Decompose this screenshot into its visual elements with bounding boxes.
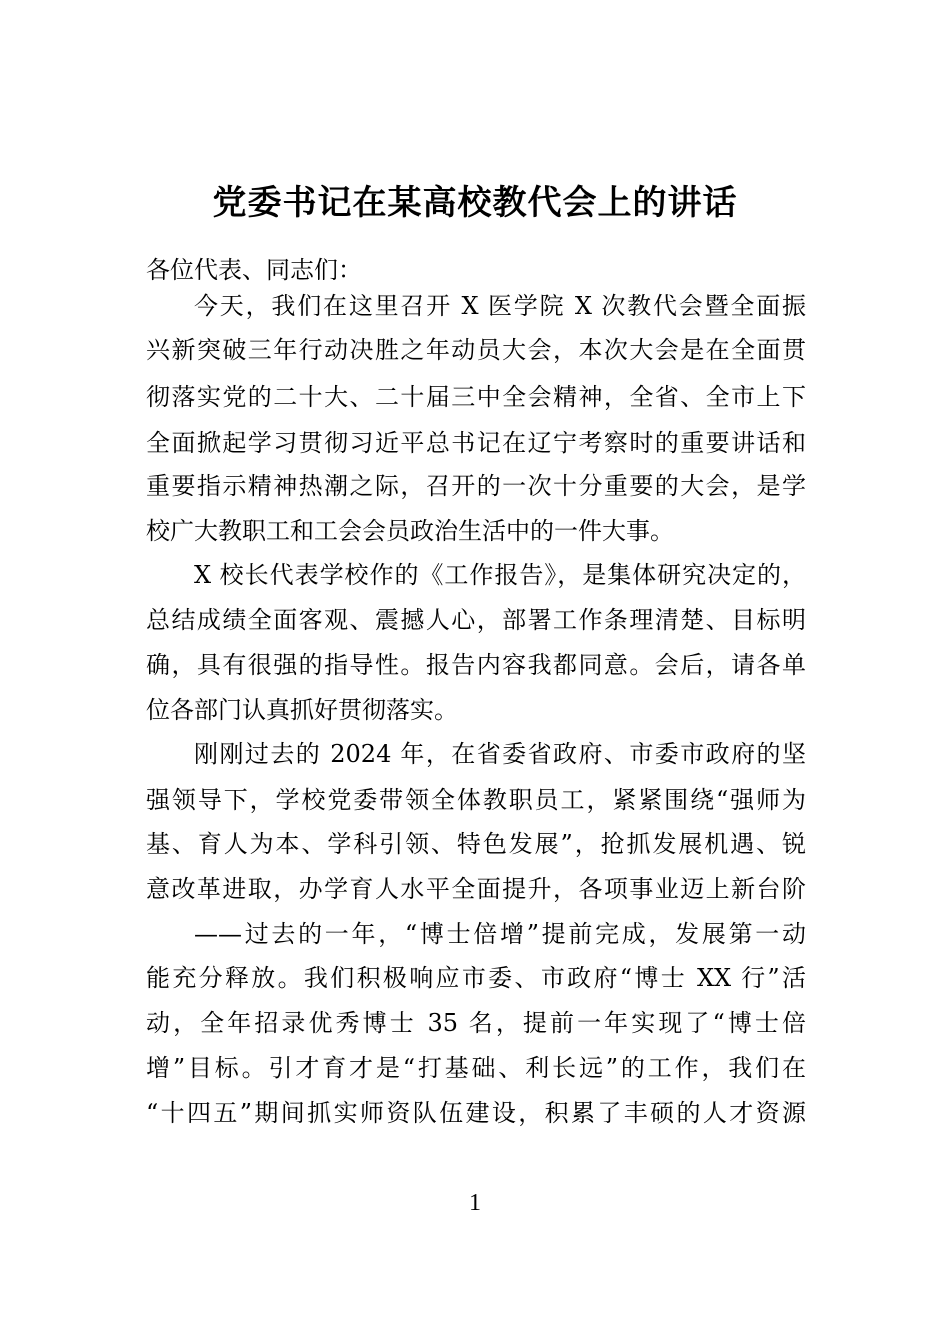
paragraph-line: 兴新突破三年行动决胜之年动员大会，本次大会是在全面贯 <box>146 336 806 364</box>
paragraph-line: 基、育人为本、学科引领、特色发展”，抢抓发展机遇、锐 <box>146 830 806 858</box>
salutation: 各位代表、同志们： <box>146 256 362 284</box>
paragraph-line: 能充分释放。我们积极响应市委、市政府“博士 XX 行”活 <box>146 964 806 992</box>
paragraph-line: 今天，我们在这里召开 X 医学院 X 次教代会暨全面振 <box>194 292 806 320</box>
paragraph-line: 动，全年招录优秀博士 35 名，提前一年实现了“博士倍 <box>146 1009 806 1037</box>
paragraph-line: 增”目标。引才育才是“打基础、利长远”的工作，我们在 <box>146 1054 806 1082</box>
paragraph-line: 总结成绩全面客观、震撼人心，部署工作条理清楚、目标明 <box>146 606 806 634</box>
paragraph-line: 校广大教职工和工会会员政治生活中的一件大事。 <box>146 517 674 545</box>
paragraph-line: 重要指示精神热潮之际，召开的一次十分重要的大会，是学 <box>146 472 806 500</box>
paragraph-line: 确，具有很强的指导性。报告内容我都同意。会后，请各单 <box>146 651 806 679</box>
document-title: 党委书记在某高校教代会上的讲话 <box>212 183 738 223</box>
paragraph-line: 刚刚过去的 2024 年，在省委省政府、市委市政府的坚 <box>194 740 806 768</box>
paragraph-line: “十四五”期间抓实师资队伍建设，积累了丰硕的人才资源 <box>146 1099 806 1127</box>
paragraph-line: ——过去的一年，“博士倍增”提前完成，发展第一动 <box>194 920 806 948</box>
paragraph-line: 全面掀起学习贯彻习近平总书记在辽宁考察时的重要讲话和 <box>146 429 806 457</box>
paragraph-line: 意改革进取，办学育人水平全面提升，各项事业迈上新台阶 <box>146 875 806 903</box>
paragraph-line: 彻落实党的二十大、二十届三中全会精神，全省、全市上下 <box>146 383 806 411</box>
paragraph-line: 位各部门认真抓好贯彻落实。 <box>146 696 458 724</box>
page-number: 1 <box>469 1190 481 1216</box>
paragraph-line: 强领导下，学校党委带领全体教职员工，紧紧围绕“强师为 <box>146 786 806 814</box>
paragraph-line: X 校长代表学校作的《工作报告》，是集体研究决定的， <box>194 561 806 589</box>
